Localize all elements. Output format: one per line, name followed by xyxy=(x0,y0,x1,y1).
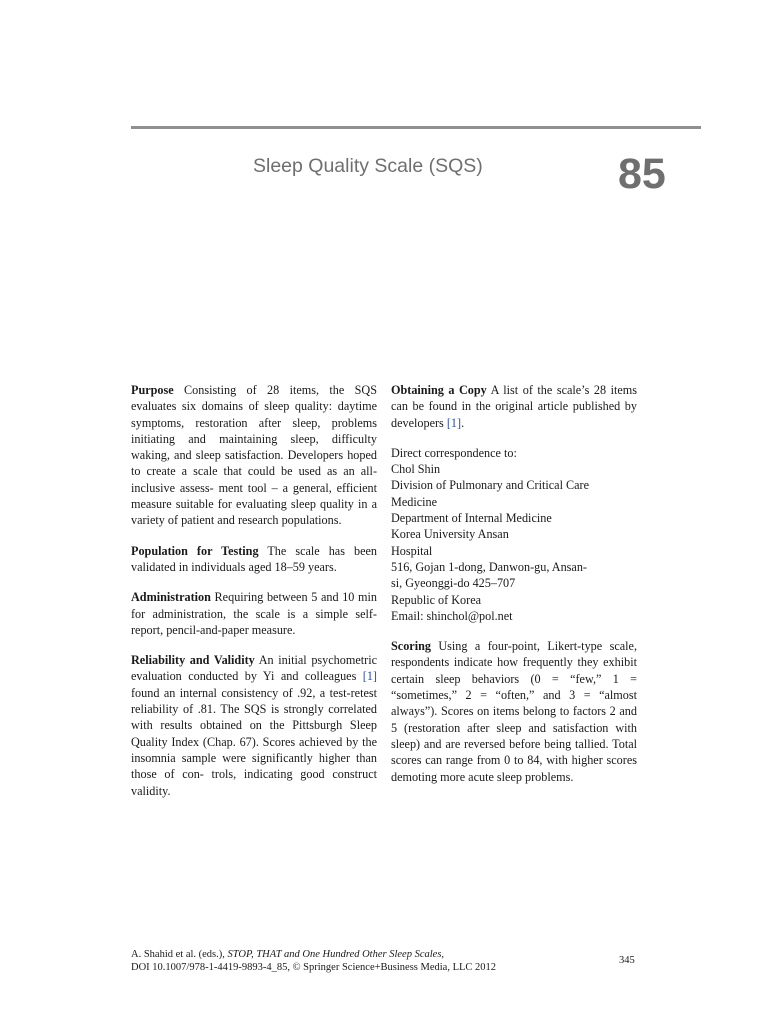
citation-footer xyxy=(131,948,496,974)
purpose-heading: Purpose xyxy=(131,383,174,397)
footer-line-1 xyxy=(131,948,496,961)
correspondence-line: Direct correspondence to: xyxy=(391,445,517,460)
reliability-citation-link[interactable]: [1] xyxy=(362,669,377,684)
correspondence-line: Chol Shin xyxy=(391,462,441,477)
correspondence-line: Republic of Korea xyxy=(391,592,482,607)
correspondence-line: Department of Internal Medicine xyxy=(391,511,552,526)
reliability-text-before: An initial psychometric evaluation conducted by Yi and colleagues xyxy=(131,653,377,684)
administration-heading: Administration xyxy=(131,590,211,605)
right-column xyxy=(391,382,637,799)
correspondence-line: Korea University Ansan xyxy=(391,527,509,542)
footer-book-title: STOP, THAT and One Hundred Other Sleep Scales, xyxy=(227,949,445,960)
correspondence-line: Medicine xyxy=(391,494,438,509)
purpose-paragraph xyxy=(131,382,377,529)
obtaining-text-before: A list of the scale’s 28 items can be found in the original article published by developers xyxy=(391,383,637,430)
top-rule xyxy=(131,126,701,129)
chapter-number: 85 xyxy=(618,150,666,198)
correspondence-block xyxy=(391,445,637,624)
correspondence-line: Division of Pulmonary and Critical Care xyxy=(391,478,590,493)
scoring-paragraph xyxy=(391,638,637,785)
population-paragraph xyxy=(131,543,377,576)
footer-doi: DOI 10.1007/978-1-4419-9893-4_85, © Springer Science+Business Media, LLC 2012 xyxy=(131,962,497,973)
obtaining-paragraph xyxy=(391,382,637,431)
administration-text: Requiring between 5 and 10 min for administration, the scale is a simple self-report, pencil-and-paper measure. xyxy=(131,590,377,637)
obtaining-citation-link[interactable]: [1] xyxy=(446,415,462,430)
correspondence-line: si, Gyeonggi-do 425–707 xyxy=(391,576,516,591)
left-column xyxy=(131,382,377,813)
page-number: 345 xyxy=(619,955,635,966)
obtaining-text-after: . xyxy=(461,415,465,430)
reliability-paragraph xyxy=(131,652,377,799)
administration-paragraph xyxy=(131,589,377,638)
population-heading: Population for Testing xyxy=(131,543,259,558)
reliability-text-after: found an internal consistency of .92, a test-retest reliability of .81. The SQS is strongly correlated with results obtained on the Pittsburgh Sleep Quality Index (Chap. 67). Scores achieved by the insomnia sample were significantly higher than those of con- trols, indicating good construct validity. xyxy=(131,685,377,798)
correspondence-line: Hospital xyxy=(391,543,433,558)
reliability-heading: Reliability and Validity xyxy=(131,653,255,668)
chapter-title: Sleep Quality Scale (SQS) xyxy=(253,155,483,177)
correspondence-line: 516, Gojan 1-dong, Danwon-gu, Ansan- xyxy=(391,559,587,574)
obtaining-heading: Obtaining a Copy xyxy=(391,383,487,397)
footer-authors: A. Shahid et al. (eds.), xyxy=(131,949,228,960)
scoring-heading: Scoring xyxy=(391,639,431,654)
scoring-text: Using a four-point, Likert-type scale, respondents indicate how frequently they exhibit certain sleep behaviors (0 = “few,” 1 = “sometimes,” 2 = “often,” and 3 = “almost always”). Scores on items belong to factors 2 and 5 (restoration after sleep and satisfaction with sleep) and are reversed before being tallied. Total scores can range from 0 to 84, with higher scores demoting more acute sleep problems. xyxy=(391,639,637,784)
purpose-text: Consisting of 28 items, the SQS evaluates six domains of sleep quality: daytime symptoms, restoration after sleep, problems initiating and maintaining sleep, difficulty waking, and sleep satisfaction. Developers hoped to create a scale that could be used as an all-inclusive assess- ment tool – a general, efficient measure suitable for evaluating sleep quality in a variety of patient and research populations. xyxy=(131,383,377,528)
population-text: The scale has been validated in individuals aged 18–59 years. xyxy=(131,543,377,574)
correspondence-email: Email: shinchol@pol.net xyxy=(391,608,513,623)
